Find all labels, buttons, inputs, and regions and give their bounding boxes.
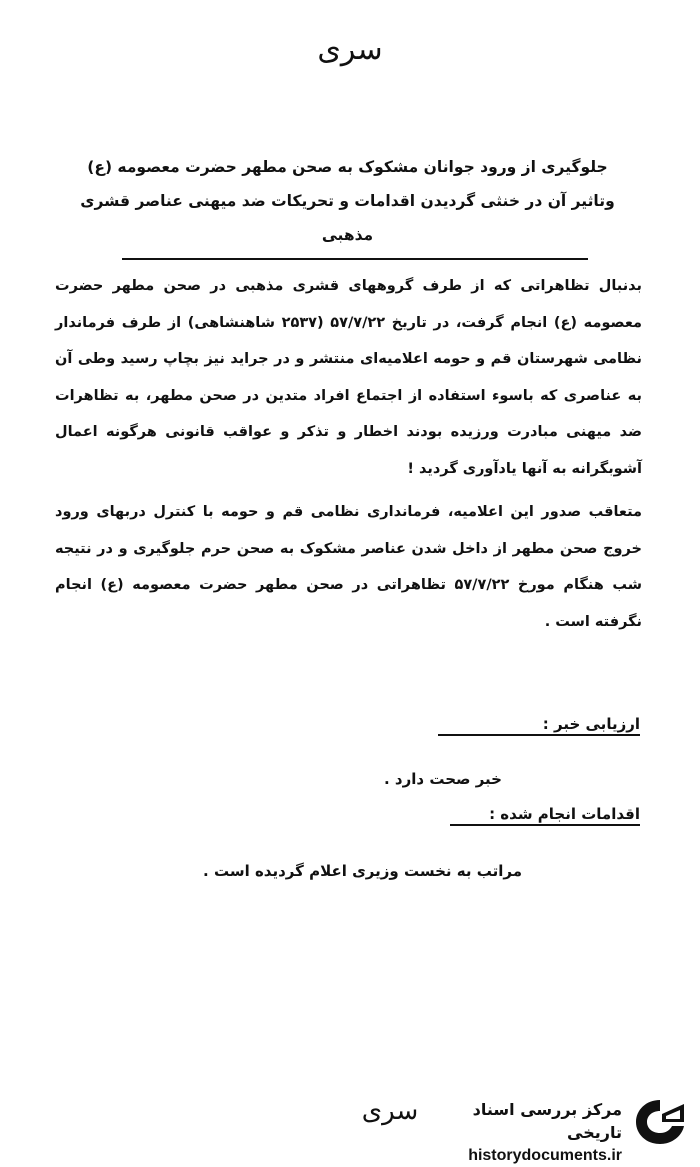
watermark-site: historydocuments.ir xyxy=(468,1147,622,1164)
title-line-1: جلوگیری از ورود جوانان مشکوک به صحن مطهر حضرت معصومه (ع) xyxy=(87,158,608,176)
title-underline xyxy=(122,258,588,260)
assessment-label: ارزیابی خبر : xyxy=(542,715,640,733)
actions-text: مراتب به نخست وزیری اعلام گردیده است . xyxy=(203,862,522,880)
watermark-title: مرکز بررسی اسناد تاریخی xyxy=(472,1100,622,1142)
watermark xyxy=(427,1094,692,1164)
classification-footer: سری xyxy=(361,1096,419,1126)
title-line-2: وتاثیر آن در خنثی گردیدن اقدامات و تحریکات ضد میهنی عناصر قشری xyxy=(80,192,615,210)
actions-label: اقدامات انجام شده : xyxy=(489,805,640,823)
body-paragraph-1: بدنبال تظاهراتی که از طرف گروههای قشری مذهبی در صحن مطهر حضرت معصومه (ع) انجام گرفت، در تاریخ ۵۷/۷/۲۲ (۲۵۳۷ شاهنشاهی) از طرف فرماندار نظامی شهرستان قم و حومه اعلامیه‌ای منتشر و در جراید نیز بچاپ رسید وطی آن به عناصری که باسوء استفاده از اجتماع افراد متدین در صحن مطهر، به تظاهرات ضد میهنی مبادرت ورزیده بودند اخطار و تذکر و عواقب قانونی هرگونه اعمال آشوبگرانه به آنها یادآوری گردید ! xyxy=(55,278,642,477)
assessment-text: خبر صحت دارد . xyxy=(384,770,502,788)
assessment-underline xyxy=(438,734,640,736)
document-title xyxy=(50,150,645,252)
classification-header: سری xyxy=(317,32,383,67)
archive-logo-icon xyxy=(632,1096,688,1148)
body-paragraph-2: متعاقب صدور این اعلامیه، فرمانداری نظامی قم و حومه با کنترل دربهای ورود خروج صحن مطهر از داخل شدن عناصر مشکوک به صحن حرم جلوگیری و در نتیجه شب هنگام مورخ ۵۷/۷/۲۲ تظاهراتی در صحن مطهر حضرت معصومه (ع) انجام نگرفته است . xyxy=(55,504,642,630)
actions-underline xyxy=(450,824,640,826)
watermark-text xyxy=(427,1098,622,1167)
title-line-3: مذهبی xyxy=(321,226,374,244)
